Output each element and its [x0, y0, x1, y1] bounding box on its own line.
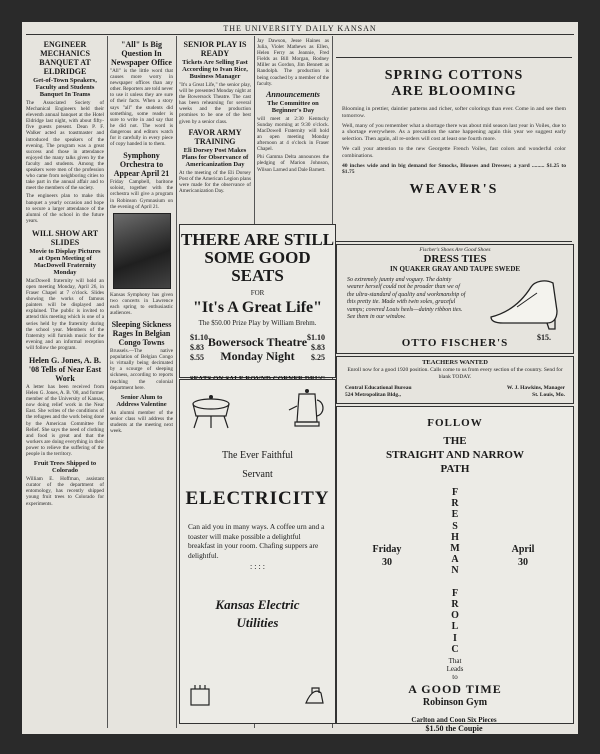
- headline: FAVOR ARMY TRAINING: [188, 127, 242, 146]
- subheadline: Eli Dorsey Post Makes Plans for Observance of Americanization Day: [181, 146, 249, 168]
- headline: Announcements: [266, 89, 320, 99]
- article-text: William E. Hoffman, assistant curator of the department of entomology, has recently shipped young fruit trees to Colorado for experiments.: [26, 476, 104, 507]
- vertical-letter: L: [451, 621, 459, 633]
- vertical-letter: [447, 577, 463, 588]
- column-2: [110, 38, 173, 728]
- leads-to: [337, 657, 573, 681]
- article-text: An alumni member of the senior class will address the students at the meeting next week.: [110, 409, 173, 434]
- headline: ENGINEER MECHANICS BANQUET AT ELDRIDGE: [39, 40, 91, 76]
- vertical-letter: A: [451, 554, 459, 566]
- vertical-letter: R: [451, 599, 459, 611]
- headline: Helen G. Jones, A. B. '08 Tells of Near East Work: [28, 356, 102, 383]
- band-line: Carlton and Coon Six Pieces: [411, 716, 497, 724]
- date-number: 30: [518, 557, 528, 568]
- ad-price: $15.: [537, 333, 551, 342]
- vertical-letter: H: [451, 531, 459, 543]
- vertical-letter: O: [451, 610, 459, 622]
- ad-dots: : : : :: [250, 562, 265, 571]
- teachers-ad: [336, 356, 574, 404]
- column-rule: [176, 36, 177, 728]
- price: $1.10: [190, 333, 208, 342]
- ad-text: We call your attention to the new Georgette French Voiles, fast colors and wonderful color combinations.: [342, 145, 566, 159]
- headline: WILL SHOW ART SLIDES: [31, 228, 99, 247]
- subheadline: Senior Alum to Address Valentine: [116, 393, 167, 408]
- ad-headline: ARE BLOOMING: [391, 84, 517, 99]
- article-text: Brussels.—The native population of Belgian Congo is virtually being decimated by a scourge of sleeping sickness, according to reports reaching the colonial department here.: [110, 348, 173, 391]
- electricity-ad: [179, 379, 336, 724]
- vertical-letter: I: [453, 632, 457, 644]
- headline: Symphony Orchestra to Appear April 21: [113, 151, 170, 179]
- vertical-letter: R: [451, 498, 459, 510]
- ad-text: Blooming in prettier, daintier patterns and richer, softer colorings than ever. Come in and see them tomorrow.: [342, 106, 566, 119]
- org-address: 524 Metropolitan Bldg.,: [345, 391, 401, 398]
- masthead-rule: [26, 34, 574, 35]
- ad-line: FOLLOW: [427, 417, 483, 429]
- ad-brand: OTTO FISCHER'S: [401, 337, 509, 349]
- article-text: The Associated Society of Mechanical Engineers held their eleventh annual banquet at the Hotel Eldridge last night, with about fifty-five guests present. Dean P. F. Walker acted as toastmaster and introduced the speakers of the evening. The program was a great success and those in attendance enjoyed the many talks given by the faculty and students. Among the speakers were men of the profession who came from neighboring cities to take part in the annual affair and to meet the members of the society.: [26, 100, 104, 192]
- price: $.25: [311, 353, 325, 362]
- ad-line: PATH: [440, 463, 470, 475]
- masthead: THE UNIVERSITY DAILY KANSAN: [223, 24, 377, 33]
- column-rule: [107, 36, 108, 728]
- ad-manager: [507, 385, 565, 398]
- article-text: Friday Campbell, baritone soloist, together with the orchestra will give a program in Robinson Gymnasium on the evening of April 21.: [110, 179, 173, 210]
- date-month: April: [511, 544, 535, 555]
- vertical-letter: M: [450, 543, 460, 555]
- vertical-letter: E: [451, 509, 459, 521]
- manager-name: W. J. Hawkins, Manager: [506, 385, 565, 391]
- article-text: will meet at 2:30 Kentucky Sunday morning at 9:30 o'clock. MacDowell Fraternity will hold an open meeting Monday afternoon at 4 o'clock in Fraser Chapel.: [257, 115, 329, 153]
- show-night: Monday Night: [220, 349, 295, 363]
- ad-for: FOR: [250, 289, 265, 297]
- article-text: Phi Gamma Delta announces the pledging of Marion Johnson, Wilson Larned and Dale Barnett.: [257, 154, 329, 173]
- venue-name: Robinson Gym: [422, 697, 488, 708]
- ad-text: Enroll now for a good 1920 position. Calls come to us from every section of the country. Send for blank TODAY.: [347, 367, 563, 380]
- column-1: [26, 38, 104, 728]
- column-4: [257, 38, 329, 223]
- prices-right: [307, 333, 325, 363]
- price: $.83: [311, 343, 325, 352]
- shoe-illustration: [487, 273, 565, 331]
- vertical-letter: N: [451, 565, 459, 577]
- subheadline: The Committee on Beginner's Day: [267, 99, 319, 114]
- price-row: [180, 333, 335, 373]
- vertical-letter: F: [451, 587, 459, 599]
- freshman-frolic-ad: [336, 406, 574, 724]
- ad-headline: A GOOD TIME: [408, 682, 502, 696]
- ad-line: STRAIGHT AND NARROW: [386, 449, 524, 461]
- ad-org: [345, 385, 412, 398]
- article-text: "It's a Great Life," the senior play, will be presented Monday night at the Bowersock Theatre. The cast has been rehearsing for several weeks and the production promises to be one of the best given by a senior class.: [179, 82, 251, 125]
- article-text: The engineers plan to make this banquet a yearly occasion and hope to secure a larger attendance of the alumni of the school in the future years.: [26, 193, 104, 224]
- price-line: $1.50 the Coupie: [425, 724, 483, 733]
- org-city: St. Louis, Mo.: [532, 391, 565, 398]
- vertical-letter: F: [451, 487, 459, 498]
- article-text: Jay Dawson, Jesse Haines as Julia, Violet Mathews as Ellen, Helen Ferry as Jeannie, Fred Fields as Bill Morgan, Rodney Miller as Gordon, Jim Bennett as Randolph. The production is being coached by a member of the faculty.: [257, 38, 329, 87]
- coffee-urn-icon: [287, 386, 327, 434]
- article-text: MacDowell fraternity will hold an open meeting Monday, April 26, in Fraser Chapel at 7 o'clock. Slides showing the works of famous painters will be displayed and explained. The public is invited to attend this meeting which is one of a series held by the fraternity during the school year. Members of the fraternity will furnish music for the evening and an informal reception will follow the program.: [26, 277, 104, 351]
- ad-headline: SPRING COTTONS: [384, 68, 524, 83]
- ad-word: Leads: [446, 665, 464, 673]
- ad-rule: [336, 57, 572, 58]
- ad-text: Can aid you in many ways. A coffee urn and a toaster will make possible a delightful breakfast in your room. Chafing suppers are delightful.: [188, 522, 325, 560]
- ad-line: Servant: [242, 469, 273, 480]
- subheadline: Get-of-Town Speakers, Faculty and Students Banquet In Teams: [33, 77, 97, 98]
- ad-text: Well, many of you remember what a shortage there was about mid season last year in Voiles, due to a shortage everywhere. As a precaution the same happening again this year we suggest early selection. Then again, all re-orders will cost at least one fourth more.: [342, 122, 566, 143]
- ad-headline: TEACHERS WANTED: [422, 359, 488, 366]
- toaster-icon: [188, 683, 212, 709]
- subheadline: Tickets Are Selling Fast According to Ivan Rice, Business Manager: [182, 59, 248, 80]
- price: $.83: [190, 343, 204, 352]
- article-text: "All" is the little word that causes more worry in newspaper offices than any other. Reporters are told never to use it unless they are sure of their facts. When a story says "all" the students did something, some reader is sure to write in and say that he did not. The word is dangerous and editors watch for it carefully in every piece of copy handed in to them.: [110, 68, 173, 148]
- event-info: [337, 682, 573, 708]
- ad-subheadline: IN QUAKER GRAY AND TAUPE SWEDE: [389, 265, 521, 273]
- date-left: [357, 543, 417, 569]
- ad-rule: [336, 241, 572, 242]
- article-text: At the meeting of the Eli Dorsey Post of the American Legion plans were made for the observance of Americanization Day.: [179, 169, 251, 194]
- ad-headline: THERE ARE STILL: [180, 230, 335, 249]
- date-number: 30: [382, 557, 392, 568]
- subheadline: Movie to Display Pictures at Open Meeting of MacDowell Fraternity Monday: [29, 247, 101, 276]
- headline: "All" Is Big Question In Newspaper Office: [111, 40, 172, 67]
- vertical-title: [447, 487, 463, 655]
- date-day: Friday: [372, 544, 402, 555]
- newspaper-page: [22, 22, 578, 734]
- ad-brand: WEAVER'S: [409, 182, 499, 198]
- org-name: Central Educational Bureau: [345, 385, 412, 391]
- play-title: "It's A Great Life": [192, 299, 322, 316]
- price: $1.10: [307, 333, 325, 342]
- ad-word: to: [452, 673, 458, 681]
- ad-headline: DRESS TIES: [423, 253, 487, 265]
- ad-line: The Ever Faithful: [221, 450, 294, 461]
- ad-brand: Utilities: [236, 615, 279, 630]
- ad-headline: ELECTRICITY: [185, 488, 330, 509]
- ad-headline: SOME GOOD SEATS: [204, 248, 311, 285]
- headline: Sleeping Sickness Rages In Belgian Congo Towns: [111, 320, 172, 348]
- chafing-dish-icon: [188, 390, 234, 432]
- price: $.55: [190, 353, 204, 362]
- portrait-photo: [113, 213, 171, 289]
- venue-name: Bowersock Theatre: [207, 335, 308, 349]
- subheadline: Fruit Trees Shipped to Colorado: [33, 460, 97, 475]
- ad-tagline: Fischer's Shoes Are Good Shoes: [419, 247, 491, 253]
- article-text: Kansas Symphony has given two concerts in Lawrence each spring to enthusiastic audiences.: [110, 291, 173, 316]
- ad-text: 40 inches wide and in big demand for Smocks, Blouses and Dresses; a yard ......... $1.25 to $1.75: [342, 162, 566, 176]
- vertical-letter: S: [452, 520, 458, 532]
- ad-word: That: [448, 657, 462, 665]
- vertical-letter: C: [451, 643, 459, 655]
- article-text: A letter has been received from Helen G. Jones, A. B. '08, and former member of the University of Kansas, now doing relief work in the Near East. She writes of the conditions of the refugees and the work being done by the American Committee for Relief. She says the need of clothing and food is great and that the workers are doing everything in their power to relieve the suffering of the people in the territory.: [26, 384, 104, 458]
- spring-cottons-ad: [336, 58, 572, 240]
- theatre-ad: [179, 224, 336, 378]
- ad-brand: Kansas Electric: [215, 597, 300, 612]
- headline: SENIOR PLAY IS READY: [183, 40, 247, 58]
- column-3: [179, 38, 251, 223]
- date-right: [493, 543, 553, 569]
- iron-icon: [303, 683, 327, 709]
- ad-line: THE: [443, 435, 467, 447]
- fischer-shoes-ad: [336, 244, 574, 354]
- play-credit: The $50.00 Prize Play by William Brehm.: [198, 319, 317, 327]
- ad-text: So extremely jaunty and voguey. The dainty wearer herself could not be prouder than we of the ultra-standard of quality and workmanship of this pretty tie. Made with twin soles, graceful vamps; covered Louis heels—dainty ribbon ties. See them in our window.: [347, 277, 466, 321]
